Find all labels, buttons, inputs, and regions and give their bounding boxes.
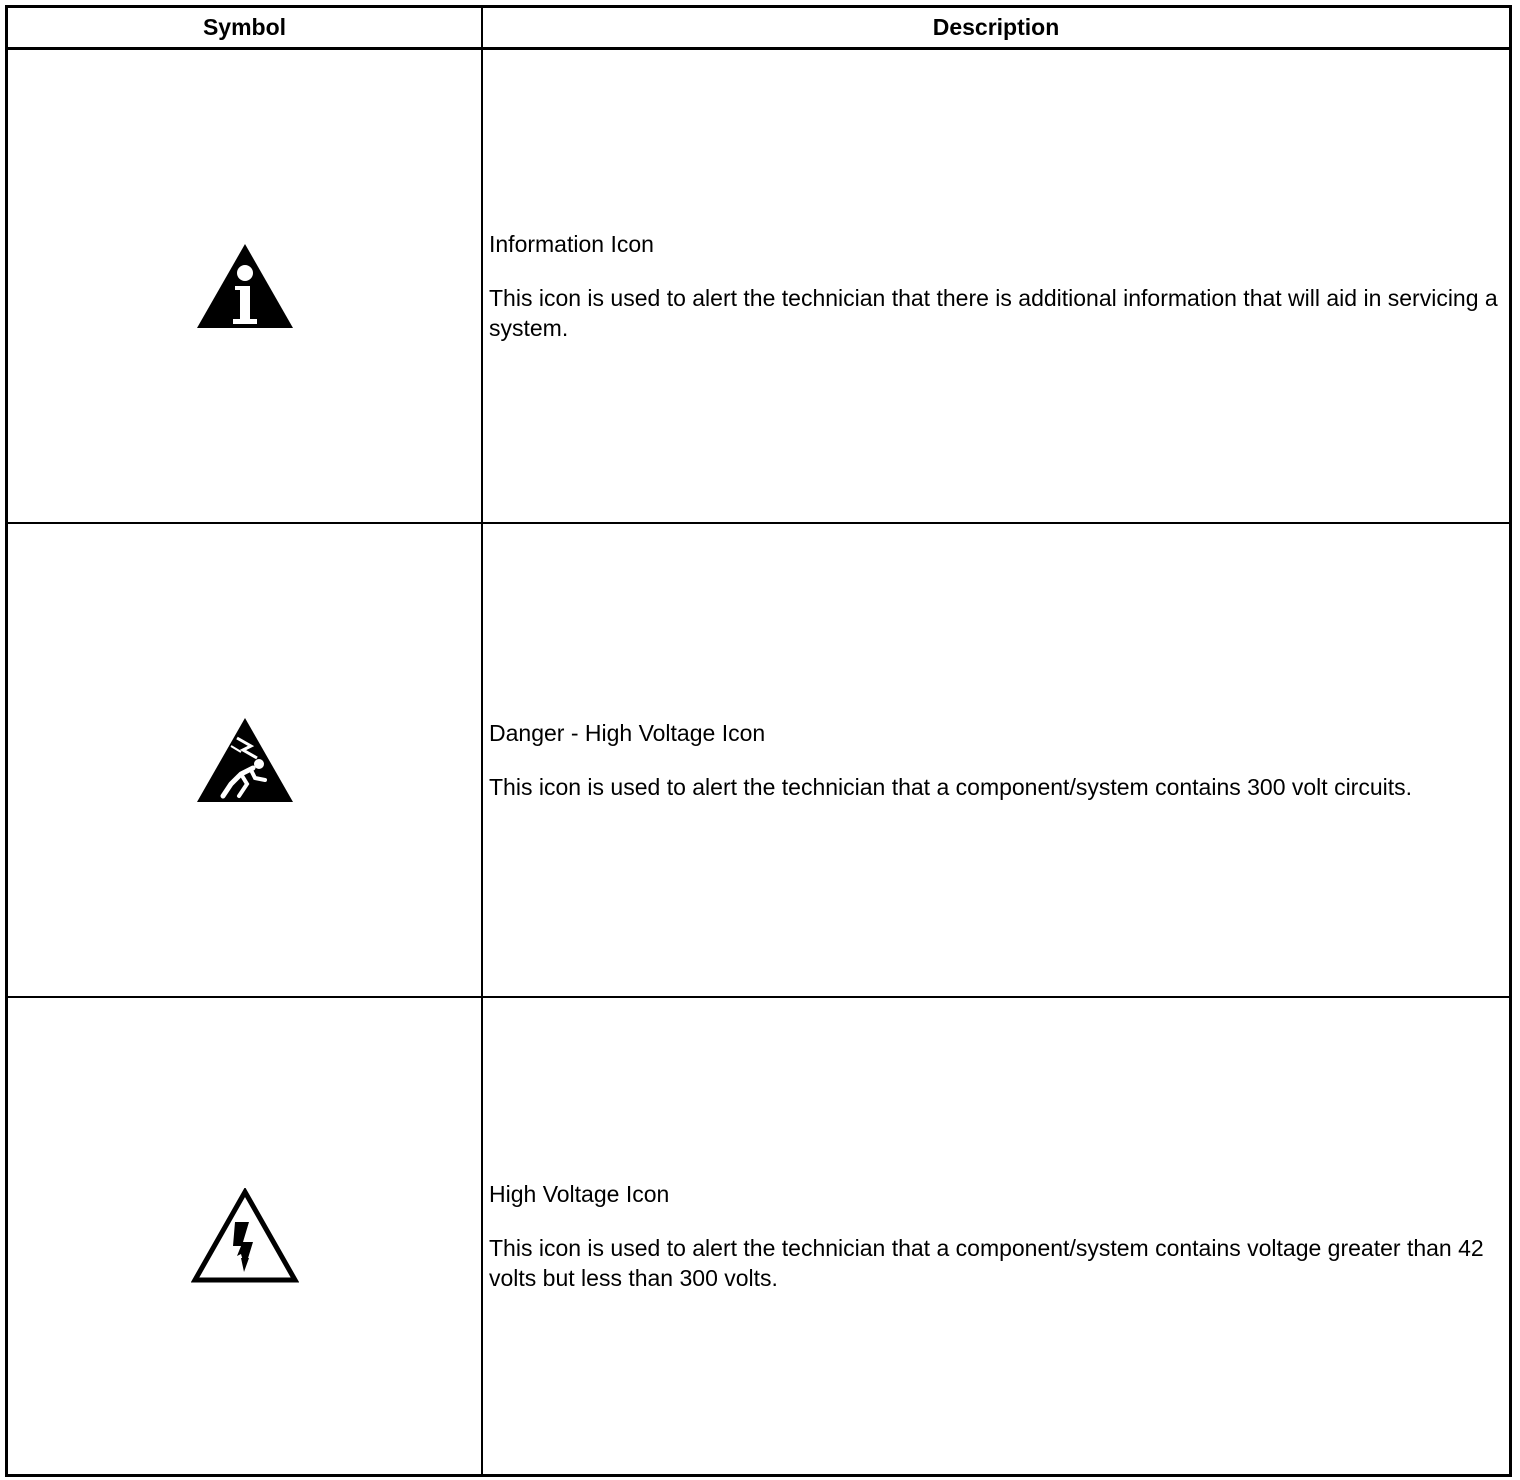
header-symbol: Symbol [202, 14, 287, 40]
information-icon [195, 242, 295, 330]
description-body: This icon is used to alert the technician that a component/system contains voltage greater than 42 volts but less than 300 volts. [489, 1235, 1484, 1291]
symbol-table [5, 5, 1512, 1477]
description-body: This icon is used to alert the technician that there is additional information that will aid in servicing a system. [489, 285, 1498, 341]
description-title: Danger - High Voltage Icon [489, 720, 766, 746]
table-row-symbol-cell [8, 524, 481, 996]
table-row-symbol-cell [8, 50, 481, 522]
description-title: High Voltage Icon [489, 1181, 670, 1207]
high-voltage-icon [191, 1188, 299, 1284]
danger-high-voltage-icon [195, 716, 295, 804]
description-body: This icon is used to alert the technician that a component/system contains 300 volt circuits. [489, 774, 1413, 800]
header-description: Description [932, 14, 1060, 40]
table-row-description-cell [483, 524, 1507, 996]
description-title: Information Icon [489, 231, 654, 257]
table-row-description-cell [483, 998, 1507, 1474]
table-row-symbol-cell [8, 998, 481, 1474]
table-row-description-cell [483, 50, 1507, 522]
